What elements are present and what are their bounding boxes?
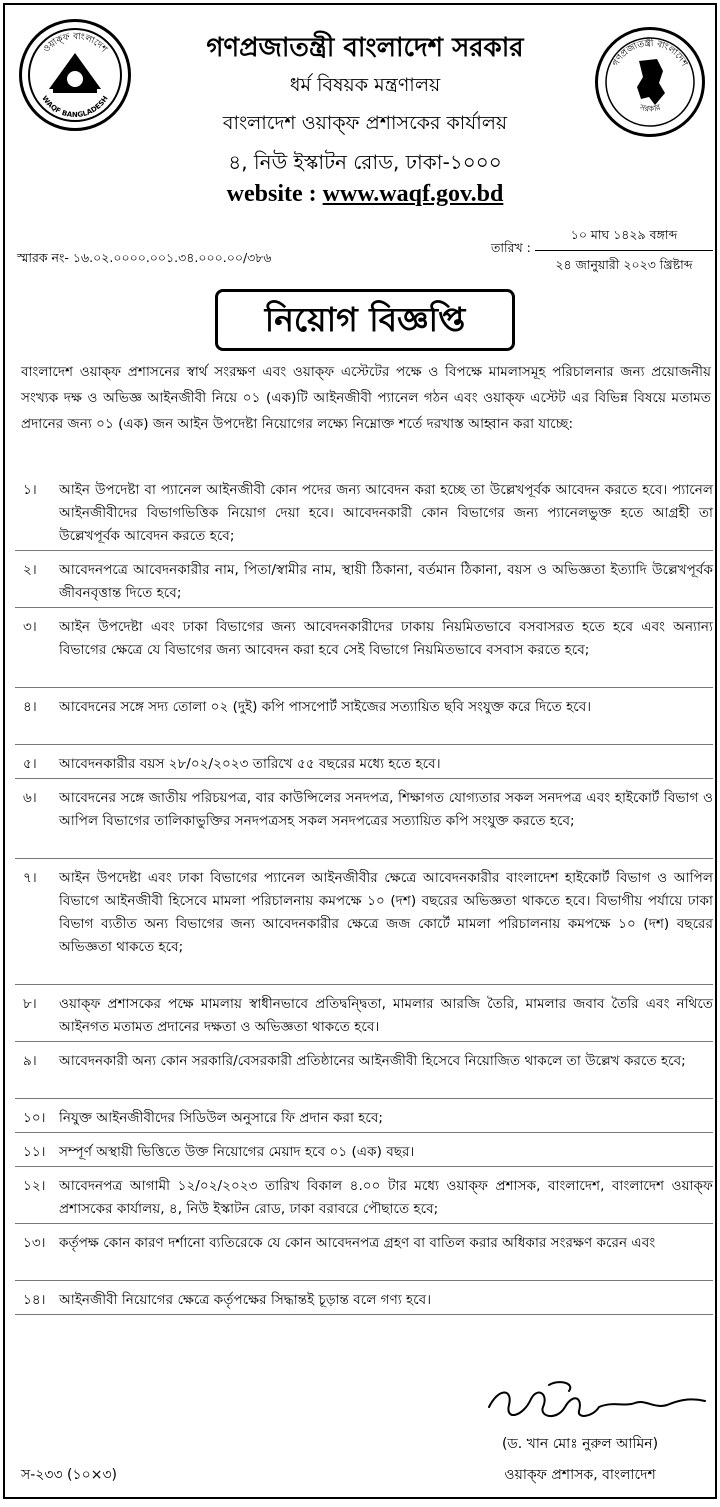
condition-text: আবেদনের সঙ্গে সদ্য তোলা ০২ (দুই) কপি পাসপোর্ট সাইজের সত্যায়িত ছবি সংযুক্ত করে দিতে হবে। bbox=[59, 699, 592, 715]
footer-code: স-২৩৩ (১০×৩) bbox=[21, 1467, 118, 1483]
condition-number: ৬। bbox=[23, 790, 37, 806]
condition-text: আইন উপদেষ্টা এবং ঢাকা বিভাগের জন্য আবেদনকারীদের ঢাকায় নিয়মিতভাবে বসবাসরত হতে হবে এবং অন্যান্য বিভাগের ক্ষেত্রে যে বিভাগের জন্য আবেদন করা হবে সেই বিভাগে নিয়মিতভাবে বসবাস করতে হবে; bbox=[59, 619, 713, 658]
condition-number: ১৩। bbox=[23, 1235, 46, 1251]
condition-number: ১০। bbox=[23, 1110, 46, 1126]
date-bangla: ১০ মাঘ ১৪২৯ বঙ্গাব্দ bbox=[535, 227, 713, 251]
condition-text: আবেদনপত্র আগামী ১২/০২/২০২৩ তারিখ বিকাল ৪.০০ টার মধ্যে ওয়াক্ফ প্রশাসক, বাংলাদেশ, বাংলাদেশ ওয়াক্ফ প্রশাসকের কার্যালয়, ৪, নিউ ইস্কাটন রোড, ঢাকা বরাবরে পৌছাতে হবে; bbox=[59, 1178, 713, 1217]
condition-item bbox=[15, 745, 713, 779]
date-label: তারিখ : bbox=[491, 240, 531, 255]
condition-item bbox=[15, 471, 713, 551]
conditions-list bbox=[15, 471, 713, 1315]
condition-text: আবেদনকারী অন্য কোন সরকারি/বেসরকারী প্রতিষ্ঠানের আইনজীবী হিসেবে নিয়োজিত থাকলে তা উল্লেখ করতে হবে; bbox=[59, 1053, 686, 1069]
condition-number: ১। bbox=[23, 482, 37, 498]
seal-caption: সরকার bbox=[638, 102, 662, 114]
office-name: বাংলাদেশ ওয়াক্ফ প্রশাসকের কার্যালয় bbox=[222, 112, 508, 134]
website-label: website : bbox=[226, 181, 323, 207]
signatory-name: (ড. খান মোঃ নুরুল আমিন) bbox=[501, 1436, 659, 1452]
condition-text: সম্পূর্ণ অস্থায়ী ভিত্তিতে উক্ত নিয়োগের মেয়াদ হবে ০১ (এক) বছর। bbox=[59, 1144, 415, 1160]
website-link[interactable]: www.waqf.gov.bd bbox=[322, 181, 504, 207]
condition-text: ওয়াক্ফ প্রশাসকের পক্ষে মামলায় স্বাধীনভাবে প্রতিদ্বন্দ্বিতা, মামলার আরজি তৈরি, মামলার জবাব তৈরি এবং নথিতে আইনগত মতামত প্রদানের দক্ষতা ও অভিজ্ঞতা থাকতে হবে। bbox=[59, 996, 713, 1035]
condition-item bbox=[15, 608, 713, 688]
svg-text:WAQF BANGLADESH bbox=[40, 94, 110, 119]
condition-item bbox=[15, 1042, 713, 1099]
condition-text: আবেদনপত্রে আবেদনকারীর নাম, পিতা/স্বামীর নাম, স্থায়ী ঠিকানা, বর্তমান ঠিকানা, বয়স ও অভিজ্ঞতা ইত্যাদি উল্লেখপূর্বক জীবনবৃত্তান্ত দিতে হবে; bbox=[59, 562, 713, 601]
waqf-logo-caption: WAQF BANGLADESH bbox=[40, 94, 110, 120]
intro-paragraph: বাংলাদেশ ওয়াক্ফ প্রশাসনের স্বার্থ সংরক্ষণ এবং ওয়াক্ফ এস্টেটের পক্ষে ও বিপক্ষে মামলাসমূহ পরিচালনার জন্য প্রয়োজনীয় সংখ্যক দক্ষ ও অভিজ্ঞ আইনজীবী নিয়ে ০১ (এক)টি আইনজীবী প্যানেল গঠন এবং ওয়াক্ফ এস্টেট এর বিভিন্ন বিষয়ে মতামত প্রদানের জন্য ০১ (এক) জন আইন উপদেষ্টা নিয়োগের লক্ষ্যে নিম্নোক্ত শর্তে দরখাস্ত আহ্বান করা যাচ্ছে: bbox=[21, 364, 711, 432]
condition-text: নিযুক্ত আইনজীবীদের সিডিউল অনুসারে ফি প্রদান করা হবে; bbox=[59, 1110, 383, 1126]
condition-number: ৮। bbox=[23, 996, 37, 1012]
condition-number: ৪। bbox=[23, 699, 37, 715]
condition-item bbox=[15, 859, 713, 985]
condition-number: ৭। bbox=[23, 870, 37, 886]
ministry-name: ধর্ম বিষয়ক মন্ত্রণালয় bbox=[289, 74, 441, 96]
office-address: ৪, নিউ ইস্কাটন রোড, ঢাকা-১০০০ bbox=[228, 150, 502, 174]
condition-text: আবেদনকারীর বয়স ২৮/০২/২০২৩ তারিখে ৫৫ বছরের মধ্যে হতে হবে। bbox=[59, 756, 441, 772]
condition-item bbox=[15, 688, 713, 745]
condition-text: আবেদনের সঙ্গে জাতীয় পরিচয়পত্র, বার কাউন্সিলের সনদপত্র, শিক্ষাগত যোগ্যতার সকল সনদপত্র এবং হাইকোর্ট বিভাগ ও আপিল বিভাগের তালিকাভুক্তির সনদপত্রসহ সকল সনদপত্রের সত্যায়িত কপি সংযুক্ত করতে হবে; bbox=[59, 790, 713, 829]
notice-page bbox=[3, 3, 717, 1499]
website-line bbox=[135, 181, 595, 208]
waqf-logo-text: ওয়াক্ফ বাংলাদেশ bbox=[41, 31, 109, 55]
memo-number: স্মারক নং- ১৬.০২.০০০০.০০১.৩৪.০০০.০০/৩৮৬ bbox=[17, 250, 272, 265]
date-english: ২৪ জানুয়ারী ২০২৩ খ্রিষ্টাব্দ bbox=[555, 257, 693, 272]
condition-number: ৯। bbox=[23, 1053, 37, 1069]
government-seal bbox=[595, 27, 705, 137]
condition-item bbox=[15, 551, 713, 608]
government-name: গণপ্রজাতন্ত্রী বাংলাদেশ সরকার bbox=[206, 33, 524, 63]
condition-item bbox=[15, 779, 713, 859]
condition-number: ১২। bbox=[23, 1178, 46, 1194]
condition-item bbox=[15, 1133, 713, 1167]
date-box bbox=[535, 227, 713, 277]
condition-item bbox=[15, 1099, 713, 1133]
condition-number: ২। bbox=[23, 562, 37, 578]
condition-text: আইন উপদেষ্টা বা প্যানেল আইনজীবী কোন পদের জন্য আবেদন করা হচ্ছে তা উল্লেখপূর্বক আবেদন করতে হবে। প্যানেল আইনজীবীদের বিভাগভিত্তিক নিয়োগ দেয়া হবে। আবেদনকারী কোন বিভাগের জন্য প্যানেলভুক্ত হতে আগ্রহী তা উল্লেখপূর্বক আবেদন করতে হবে; bbox=[59, 482, 713, 544]
signatory-title: ওয়াক্ফ প্রশাসক, বাংলাদেশ bbox=[504, 1467, 656, 1483]
condition-number: ১১। bbox=[23, 1144, 46, 1160]
waqf-logo bbox=[19, 19, 131, 131]
condition-item bbox=[15, 1224, 713, 1281]
condition-text: আইন উপদেষ্টা এবং ঢাকা বিভাগের প্যানেল আইনজীবীর ক্ষেত্রে আবেদনকারীর বাংলাদেশ হাইকোর্ট বিভাগ ও আপিল বিভাগে আইনজীবী হিসেবে মামলা পরিচালনায় কমপক্ষে ১০ (দশ) বছরের অভিজ্ঞতা থাকতে হবে। বিভাগীয় পর্যায়ে ঢাকা বিভাগ ব্যতীত অন্য বিভাগের জন্য আবেদনকারীর ক্ষেত্রে জজ কোর্টে মামলা পরিচালনায় কমপক্ষে ১০ (দশ) বছরের অভিজ্ঞতা থাকতে হবে; bbox=[59, 870, 713, 955]
handwritten-signature bbox=[479, 1377, 715, 1437]
notice-title: নিয়োগ বিজ্ঞপ্তি bbox=[215, 289, 515, 351]
condition-item bbox=[15, 1167, 713, 1224]
condition-item bbox=[15, 1281, 713, 1315]
condition-number: ৫। bbox=[23, 756, 37, 772]
seal-text: গণপ্রজাতন্ত্রী বাংলাদেশ bbox=[611, 38, 689, 69]
svg-text:সরকার bbox=[638, 102, 662, 113]
condition-item bbox=[15, 985, 713, 1042]
condition-number: ১৪। bbox=[23, 1292, 46, 1308]
condition-text: কর্তৃপক্ষ কোন কারণ দর্শানো ব্যতিরেকে যে কোন আবেদনপত্র গ্রহণ বা বাতিল করার অধিকার সংরক্ষণ করেন এবং bbox=[59, 1235, 656, 1251]
condition-number: ৩। bbox=[23, 619, 37, 635]
condition-text: আইনজীবী নিয়োগের ক্ষেত্রে কর্তৃপক্ষের সিদ্ধান্তই চূড়ান্ত বলে গণ্য হবে। bbox=[59, 1292, 432, 1308]
